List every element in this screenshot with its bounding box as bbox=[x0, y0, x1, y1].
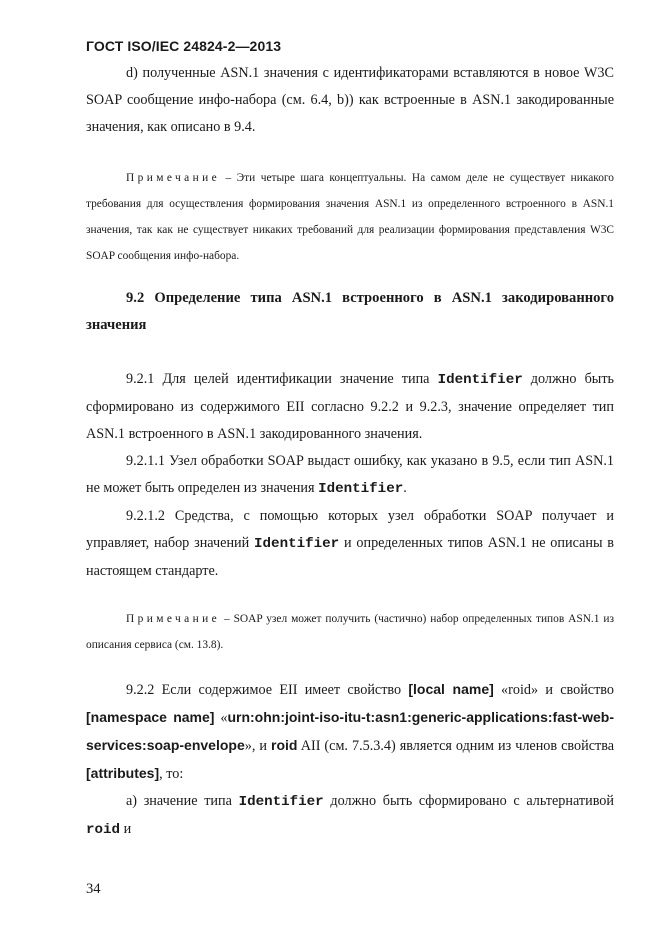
code-identifier: Identifier bbox=[437, 372, 523, 388]
note-2-body: – SOAP узел может получить (частично) набор определенных типов ASN.1 из описания сервиса (см. 13.8). bbox=[86, 613, 614, 651]
prop-local-name: [local name] bbox=[408, 681, 494, 697]
text-9-2-1-a: 9.2.1 Для целей идентификации значение типа bbox=[126, 371, 438, 387]
paragraph-9-2-1-2 bbox=[86, 503, 614, 585]
item-d bbox=[86, 60, 614, 141]
heading-9-2: 9.2 Определение типа ASN.1 встроенного в ASN.1 закодированного значения bbox=[86, 290, 614, 333]
note-1-text bbox=[86, 165, 614, 269]
prop-namespace-name: [namespace name] bbox=[86, 709, 215, 725]
paragraph-d: d) полученные ASN.1 значения с идентификаторами вставляются в новое W3C SOAP сообщение инфо-набора (см. 6.4, b)) как встроенные в ASN.1 закодированные значения, как описано в 9.4. bbox=[86, 65, 614, 135]
note-2 bbox=[86, 606, 614, 658]
text-9-2-1-1-a: 9.2.1.1 Узел обработки SOAP выдаст ошибку, как указано в 9.5, если тип ASN.1 не может быть определен из значения bbox=[86, 453, 614, 496]
note-1-label: Примечание bbox=[126, 172, 221, 184]
text-9-2-1-2-b: и определенных типов ASN.1 не описаны в настоящем стандарте. bbox=[86, 535, 614, 579]
paragraph-9-2-2 bbox=[86, 676, 614, 788]
text-9-2-2-f: , то: bbox=[159, 766, 184, 782]
prop-attributes: [attributes] bbox=[86, 765, 160, 781]
text-9-2-2-a: 9.2.2 Если содержимое EII имеет свойство bbox=[126, 682, 409, 698]
code-roid: roid bbox=[86, 822, 121, 838]
document-header: ГОСТ ISO/IEC 24824-2—2013 bbox=[86, 38, 282, 54]
text-a-b: должно быть сформировано с альтернативой bbox=[323, 793, 614, 809]
paragraph-9-2-1 bbox=[86, 366, 614, 448]
code-identifier: Identifier bbox=[238, 794, 324, 810]
text-9-2-2-e: AII (см. 7.5.3.4) является одним из членов свойства bbox=[297, 738, 615, 754]
code-identifier: Identifier bbox=[254, 536, 340, 552]
code-identifier: Identifier bbox=[318, 481, 404, 497]
paragraph-9-2-1-1 bbox=[86, 448, 614, 503]
text-9-2-1-2-a: 9.2.1.2 Средства, с помощью которых узел обработки SOAP получает и управляет, набор значений bbox=[86, 508, 614, 551]
note-1 bbox=[86, 165, 614, 269]
note-2-label: Примечание bbox=[126, 613, 221, 625]
note-2-text bbox=[86, 606, 614, 658]
clause-9-2-1 bbox=[86, 366, 614, 585]
page-number: 34 bbox=[86, 881, 101, 897]
namespace-uri: urn:ohn:joint-iso-itu-t:asn1:generic-applications:fast-web-services:soap-envelope bbox=[86, 709, 614, 753]
attr-roid: roid bbox=[271, 737, 298, 753]
text-9-2-2-b: «roid» и свойство bbox=[493, 682, 614, 698]
text-9-2-2-c: « bbox=[214, 710, 228, 726]
paragraph-a bbox=[86, 788, 614, 844]
section-heading-9-2 bbox=[86, 285, 614, 339]
text-9-2-1-b: должно быть сформировано из содержимого EII согласно 9.2.2 и 9.2.3, значение определяет тип ASN.1 встроенного в ASN.1 закодированного значения. bbox=[86, 371, 614, 442]
note-1-body: – Эти четыре шага концептуальны. На самом деле не существует никакого требования для осуществления формирования значения ASN.1 из определенного встроенного в ASN.1 значения, так как не существует никаких требований для реализации формирования представления W3C SOAP сообщения инфо-набора. bbox=[86, 172, 614, 262]
text-a-c: и bbox=[120, 821, 132, 837]
text-9-2-2-d: », и bbox=[244, 738, 272, 754]
text-a-a: а) значение типа bbox=[126, 793, 239, 809]
clause-9-2-2 bbox=[86, 676, 614, 844]
text-9-2-1-1-b: . bbox=[403, 480, 407, 496]
